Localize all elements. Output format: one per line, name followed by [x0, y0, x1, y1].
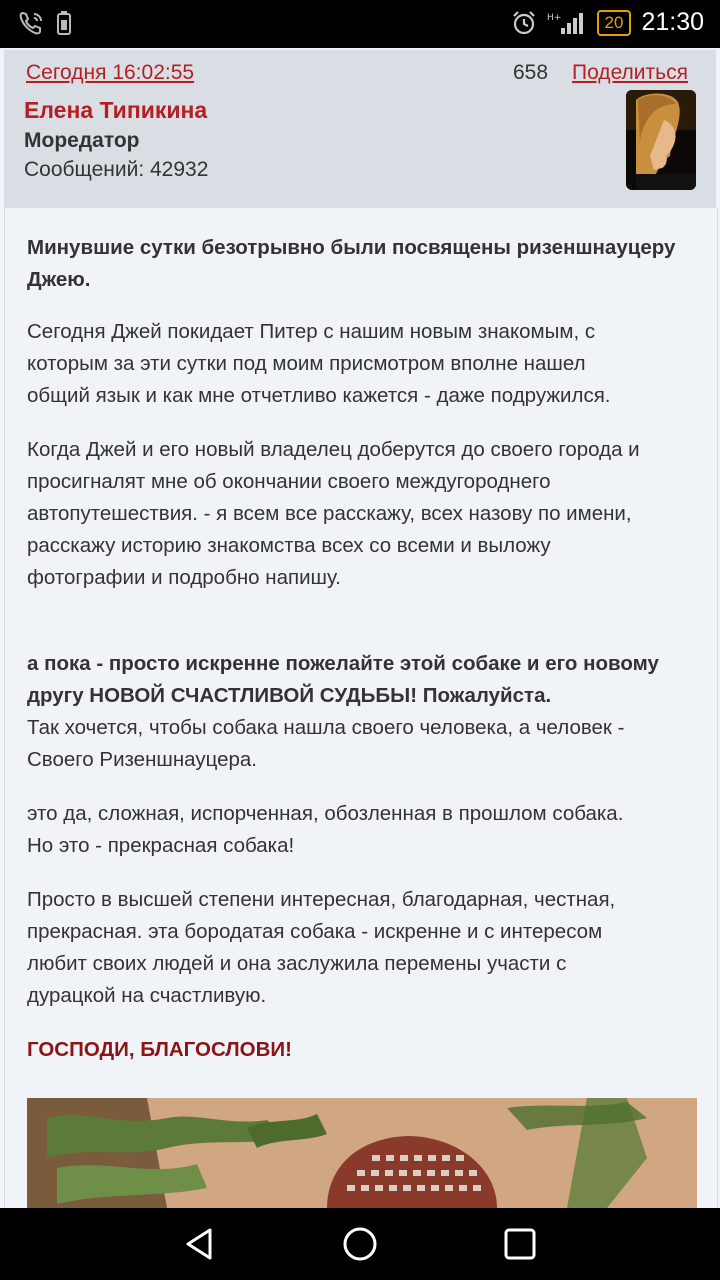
post-photo[interactable]	[27, 1098, 697, 1208]
author-role: Моредатор	[24, 129, 140, 152]
share-link[interactable]: Поделиться	[572, 61, 688, 84]
author-message-count: Сообщений: 42932	[24, 158, 209, 181]
status-right	[511, 8, 704, 37]
view-count: 658	[513, 61, 549, 84]
navigation-bar	[0, 1208, 720, 1280]
paragraph-wish: а пока - просто искренне пожелайте этой собаке и его новому другу НОВОЙ СЧАСТЛИВОЙ СУДЬБЫ! Пожалуйста.	[27, 652, 659, 707]
paragraph-6: Просто в высшей степени интересная, благодарная, честная, прекрасная. эта бородатая собака - искренне и с интересом любит своих людей и она заслужила перемены участи с дурацкой на счастливую.	[27, 888, 616, 1007]
post-body	[4, 208, 718, 1208]
battery-indicator: 20	[597, 10, 632, 36]
home-icon[interactable]	[340, 1224, 380, 1264]
recents-icon[interactable]	[500, 1224, 540, 1264]
back-icon[interactable]	[180, 1224, 220, 1264]
alarm-icon	[511, 10, 537, 36]
post-date-link[interactable]: Сегодня 16:02:55	[26, 61, 195, 84]
paragraph-2: Сегодня Джей покидает Питер с нашим новым знакомым, с которым за эти сутки под моим присмотром вполне нашел общий язык и как мне отчетливо кажется - даже подружился.	[27, 320, 611, 407]
wifi-call-icon	[18, 10, 44, 36]
battery-saver-icon	[56, 10, 72, 36]
svg-text:H+: H+	[546, 12, 561, 23]
paragraph-5: это да, сложная, испорченная, обозленная в прошлом собака. Но это - прекрасная собака!	[27, 802, 624, 857]
author-name[interactable]: Елена Типикина	[24, 97, 208, 123]
paragraph-intro: Минувшие сутки безотрывно были посвящены ризеншнауцеру Джею.	[27, 236, 676, 291]
status-bar	[0, 0, 720, 48]
avatar[interactable]	[626, 90, 696, 190]
post-header	[4, 50, 716, 209]
paragraph-blessing: ГОСПОДИ, БЛАГОСЛОВИ!	[27, 1038, 292, 1061]
clock: 21:30	[641, 8, 704, 36]
status-left	[18, 10, 72, 36]
signal-icon	[547, 10, 587, 36]
paragraph-3: Когда Джей и его новый владелец доберутся до своего города и просигналят мне об окончании своего междугороднего автопутешествия. - я всем все расскажу, всех назову по имени, расскажу историю знакомства всех со всеми и выложу фотографии и подробно напишу.	[27, 438, 640, 589]
paragraph-4: Так хочется, чтобы собака нашла своего человека, а человек - Своего Ризеншнауцера.	[27, 716, 625, 771]
